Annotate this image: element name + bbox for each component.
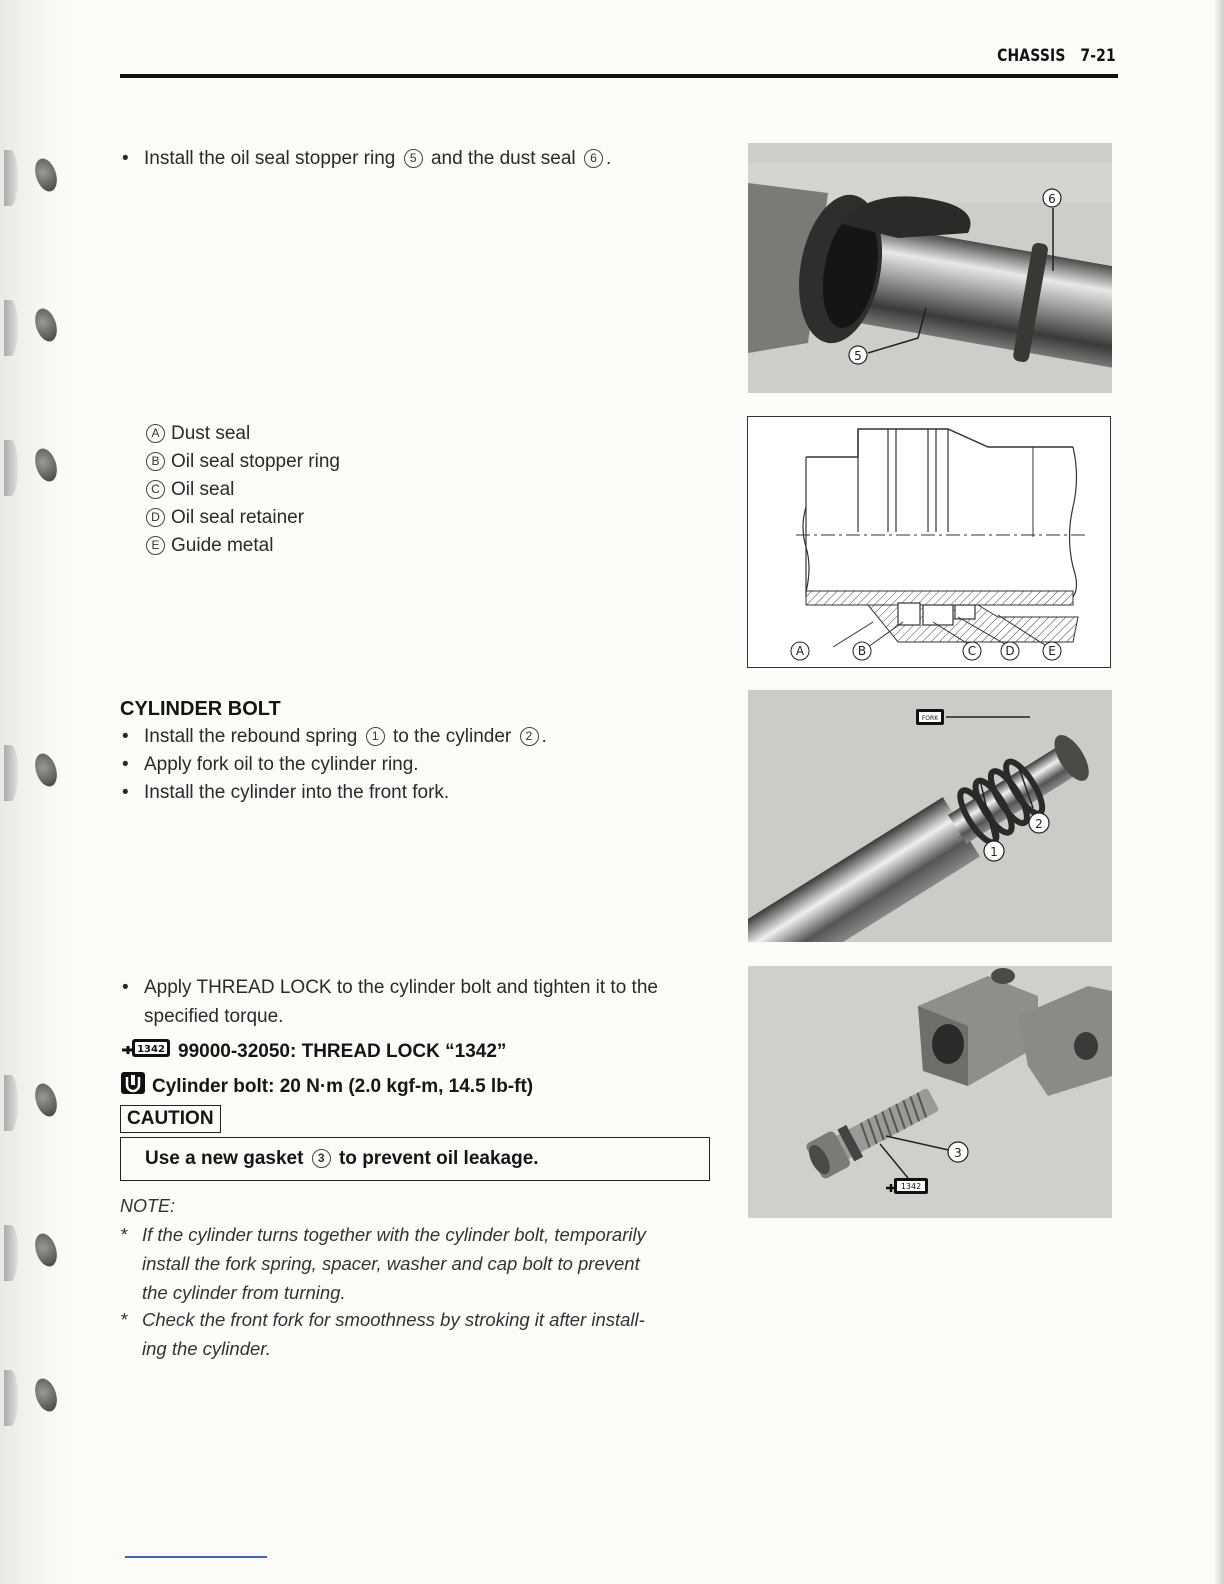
torque-text: Cylinder bolt: 20 N·m (2.0 kgf-m, 14.5 lb-ft) [152, 1076, 534, 1097]
bullet-end: . [541, 726, 547, 747]
caution-text-a: Use a new gasket [145, 1148, 304, 1169]
note-star: * [120, 1224, 128, 1245]
note-line: ing the cylinder. [142, 1338, 271, 1359]
thread-lock-spec [120, 1036, 506, 1063]
torque-icon [120, 1071, 146, 1095]
fig2-callout-a: A [795, 644, 805, 658]
bullet-line: • Apply THREAD LOCK to the cylinder bolt and tighten it to the [144, 977, 658, 998]
photo-cylinder-bolt [748, 966, 1112, 1218]
fig4-callout-3: 3 [954, 1146, 962, 1160]
fig2-callout-d: D [1005, 644, 1015, 658]
spec-text: 99000-32050: THREAD LOCK “1342” [178, 1041, 507, 1062]
binder-hole [4, 745, 60, 801]
callout-3: 3 [312, 1149, 331, 1168]
fork-seals-illustration [748, 143, 1112, 393]
page-edge [1214, 0, 1224, 1584]
caution-text-b: to prevent oil leakage. [338, 1148, 539, 1169]
intro-end: . [605, 148, 612, 169]
thread-lock-bullet [144, 973, 724, 1031]
seal-legend [146, 423, 446, 563]
legend-item [146, 451, 340, 473]
page-number: 7-21 [1080, 46, 1116, 66]
thread-lock-icon [120, 1036, 172, 1060]
legend-key: D [146, 508, 165, 527]
cylinder-bullet-1 [144, 726, 547, 748]
legend-label: Oil seal [171, 479, 235, 500]
fork-oil-icon-text: FORK [921, 715, 939, 722]
binder-hole [4, 1075, 60, 1131]
fig3-callout-1: 1 [990, 845, 998, 859]
binder-hole [4, 1370, 60, 1426]
binder-edge [0, 0, 70, 1584]
note-title: NOTE: [120, 1196, 176, 1216]
callout-6: 6 [584, 149, 603, 168]
photo-rebound-spring [748, 690, 1112, 942]
note-item-1 [120, 1220, 720, 1308]
binder-hole [4, 300, 60, 356]
callout-1: 1 [366, 727, 385, 746]
legend-label: Guide metal [171, 535, 274, 556]
cylinder-bullet-3: • Install the cylinder into the front fork. [144, 782, 449, 804]
page-header [120, 44, 1120, 78]
legend-label: Dust seal [171, 423, 251, 444]
note-line: install the fork spring, spacer, washer and cap bolt to prevent [142, 1253, 640, 1274]
intro-bullet [144, 148, 611, 170]
bullet-text: to the cylinder [392, 726, 512, 747]
fig2-callout-e: E [1048, 644, 1056, 658]
cylinder-bolt-illustration [748, 966, 1112, 1218]
fig3-callout-2: 2 [1035, 817, 1043, 831]
note-line: If the cylinder turns together with the cylinder bolt, temporarily [142, 1224, 646, 1245]
binder-hole [4, 1225, 60, 1281]
legend-label: Oil seal retainer [171, 507, 305, 528]
legend-key: A [146, 424, 165, 443]
header-title [982, 46, 1116, 66]
note-star: * [120, 1309, 128, 1330]
intro-text-2: and the dust seal [430, 148, 576, 169]
fig1-callout-5: 5 [854, 349, 862, 363]
icon-code-text: 1342 [137, 1044, 165, 1055]
note-line: Check the front fork for smoothness by stroking it after install- [142, 1309, 645, 1330]
callout-5: 5 [404, 149, 423, 168]
legend-item [146, 479, 234, 501]
fig2-callout-b: B [857, 644, 867, 658]
intro-text-1: Install the oil seal stopper ring [144, 148, 396, 169]
seal-section-drawing [748, 417, 1110, 667]
note-line: the cylinder from turning. [142, 1282, 346, 1303]
legend-item [146, 507, 304, 529]
section-name: CHASSIS [997, 46, 1066, 66]
section-heading: CYLINDER BOLT [120, 698, 281, 720]
fig1-callout-6: 6 [1048, 192, 1056, 206]
caution-box [120, 1137, 710, 1181]
footer-link-line [125, 1556, 267, 1558]
bullet-text: Install the rebound spring [144, 726, 358, 747]
callout-2: 2 [520, 727, 539, 746]
bullet-line: specified torque. [144, 1006, 284, 1027]
cylinder-bullet-2: • Apply fork oil to the cylinder ring. [144, 754, 419, 776]
fig4-thread-lock-icon-text: 1342 [900, 1182, 922, 1191]
photo-fork-seals [748, 143, 1112, 393]
fig2-callout-c: C [967, 644, 977, 658]
legend-label: Oil seal stopper ring [171, 451, 340, 472]
legend-item [146, 535, 273, 557]
caution-label: CAUTION [120, 1105, 221, 1133]
header-rule [120, 74, 1118, 78]
caution-text [145, 1148, 539, 1170]
legend-key: B [146, 452, 165, 471]
note-item-2 [120, 1305, 720, 1365]
torque-spec [120, 1071, 533, 1098]
binder-hole [4, 150, 60, 206]
legend-key: C [146, 480, 165, 499]
legend-item [146, 423, 250, 445]
diagram-seal-section [747, 416, 1111, 668]
rebound-spring-illustration [748, 690, 1112, 942]
binder-hole [4, 440, 60, 496]
legend-key: E [146, 536, 165, 555]
